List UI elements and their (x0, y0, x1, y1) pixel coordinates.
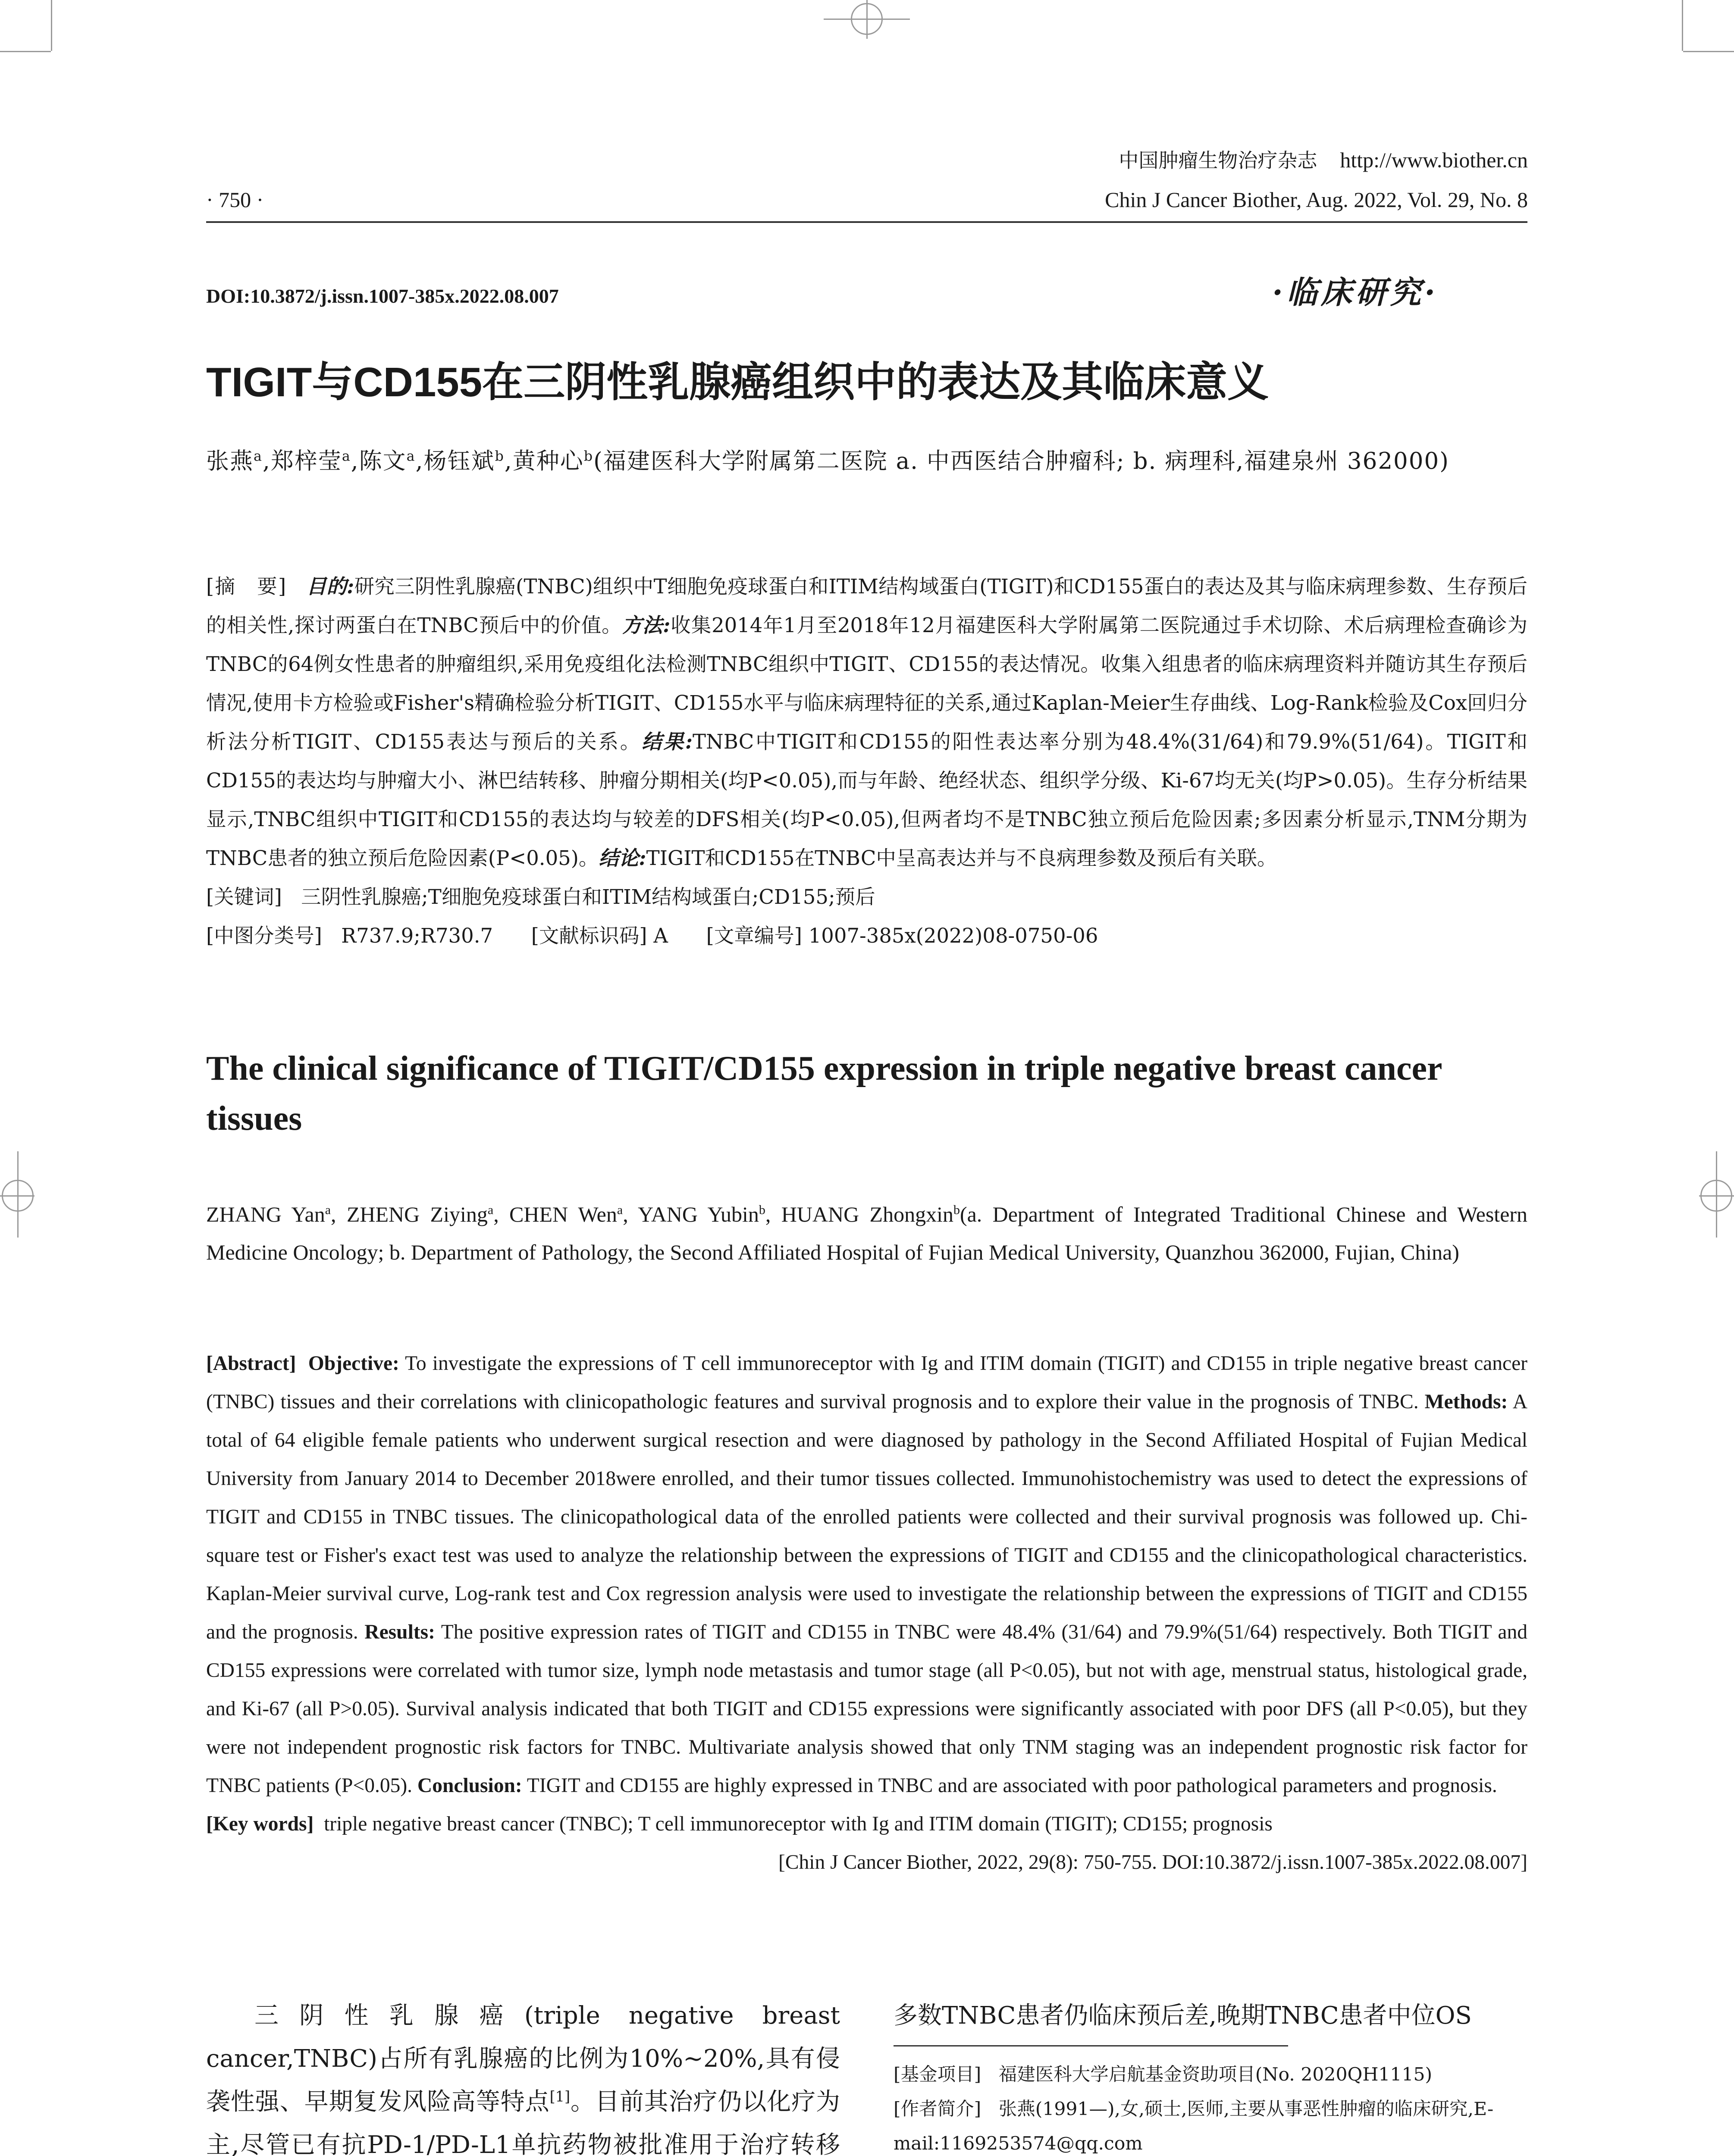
journal-title-en: Chin J Cancer Biother, Aug. 2022, Vol. 29, No. 8 (1105, 188, 1528, 212)
conclusion-cn: TIGIT和CD155在TNBC中呈高表达并与不良病理参数及预后有关联。 (646, 846, 1277, 870)
objective-en: To investigate the expressions of T cell immunoreceptor with Ig and ITIM domain (TIGIT) and CD155 in triple negative breast cancer (TNBC) tissues and their correlations with clinicopathologic features and survival prognosis and to explore their value in the prognosis of TNBC. (206, 1352, 1527, 1413)
title-en: The clinical significance of TIGIT/CD155 expression in triple negative breast cancer tissues (206, 1050, 1442, 1138)
keywords-cn: [关键词] 三阴性乳腺癌;T细胞免疫球蛋白和ITIM结构域蛋白;CD155;预后 (206, 885, 875, 909)
authors-en: ZHANG Yan$^a$, ZHENG Ziying$^a$, CHEN Wen$^a$, YANG Yubin$^b$, HUANG Zhongxin$^b$(a. Department of Integrated Traditional Chinese and Western Medicine Oncology; b. Department of Pathology, the Second Affiliated Hospital of Fujian Medical University, Quanzhou 362000, Fujian, China) (206, 1202, 1528, 1264)
affiliation-cn: (福建医科大学附属第二医院 a. 中西医结合肿瘤科; b. 病理科,福建泉州 362000) (593, 448, 1449, 474)
journal-header (1119, 146, 1528, 175)
author-cn: 陈文 (359, 448, 407, 474)
results-label-en: Results: (364, 1621, 435, 1643)
author-cn: 郑梓莹 (270, 448, 342, 474)
classification-cn: [中图分类号] R737.9;R730.7 [文献标识码] A [文章编号] 1007-385x(2022)08-0750-06 (206, 924, 1098, 947)
footnote-rule (894, 2045, 1288, 2046)
objective-label-cn: 目的: (306, 574, 354, 598)
column-label: ·临床研究· (1272, 274, 1439, 310)
citation-ref[interactable]: [1] (549, 2088, 571, 2105)
abstract-en (206, 1344, 1527, 1882)
abstract-en-label: [Abstract] (206, 1352, 296, 1375)
fund-note: [基金项目] 福建医科大学启航基金资助项目(No. 2020QH1115) (894, 2064, 1433, 2085)
methods-label-cn: 方法: (622, 613, 671, 637)
citation: [Chin J Cancer Biother, 2022, 29(8): 750-755. DOI:10.3872/j.issn.1007-385x.2022.08.007] (778, 1851, 1527, 1874)
authors-cn: 张燕$^a$,郑梓莹$^a$,陈文$^a$,杨钰斌$^b$,黄种心$^b$(福建医科大学附属第二医院 a. 中西医结合肿瘤科; b. 病理科,福建泉州 362000) (206, 448, 1449, 474)
methods-label-en: Methods: (1424, 1391, 1508, 1413)
methods-en: A total of 64 eligible female patients who underwent surgical resection and were diagnosed by pathology in the Second Affiliated Hospital of Fujian Medical University from January 2014 to December 2018were enrolled, and their tumor tissues collected. Immunohistochemistry was used to detect the expressions of TIGIT and CD155 in TNBC tissues. The clinicopathological data of the enrolled patients were collected and their survival prognosis was followed up. Chi-square test or Fisher's exact test was used to analyze the relationship between the expressions of TIGIT and CD155 and the clinicopathological characteristics. Kaplan-Meier survival curve, Log-rank test and Cox regression analysis were used to investigate the relationship between the expressions of TIGIT and CD155 and the prognosis. (206, 1391, 1528, 1643)
header-rule (206, 221, 1527, 223)
results-en: The positive expression rates of TIGIT and CD155 in TNBC were 48.4% (31/64) and 79.9%(51/64) respectively. Both TIGIT and CD155 expressions were correlated with tumor size, lymph node metastasis and tumor stage (all P<0.05), but not with age, menstrual status, histological grade, and Ki-67 (all P>0.05). Survival analysis indicated that both TIGIT and CD155 expressions were significantly associated with poor DFS (all P<0.05), but they were not independent prognostic risk factors for TNBC. Multivariate analysis showed that only TNM staging was an independent prognostic risk factor for TNBC patients (P<0.05). (206, 1621, 1527, 1797)
abstract-cn (206, 567, 1527, 955)
journal-title-cn: 中国肿瘤生物治疗杂志 (1119, 149, 1317, 172)
objective-cn: 研究三阴性乳腺癌(TNBC)组织中T细胞免疫球蛋白和ITIM结构域蛋白(TIGIT)和CD155蛋白的表达及其与临床病理参数、生存预后的相关性,探讨两蛋白在TNBC预后中的价值。 (206, 575, 1527, 637)
results-label-cn: 结果: (642, 730, 693, 753)
author-cn: 黄种心 (512, 448, 584, 474)
title-cn: TIGIT与CD155在三阴性乳腺癌组织中的表达及其临床意义 (206, 359, 1269, 405)
journal-url[interactable]: http://www.biother.cn (1340, 148, 1528, 172)
abstract-cn-label: [摘 要] (206, 575, 287, 598)
results-cn: TNBC中TIGIT和CD155的阳性表达率分别为48.4%(31/64)和79.9%(51/64)。TIGIT和CD155的表达均与肿瘤大小、淋巴结转移、肿瘤分期相关(均P<0.05),而与年龄、绝经状态、组织学分级、Ki-67均无关(均P>0.05)。生存分析结果显示,TNBC组织中TIGIT和CD155的表达均与较差的DFS相关(均P<0.05),但两者均不是TNBC独立预后危险因素;多因素分析显示,TNM分期为TNBC患者的独立预后危险因素(P<0.05)。 (206, 730, 1527, 870)
conclusion-label-en: Conclusion: (417, 1774, 522, 1797)
footnotes (894, 2058, 1527, 2156)
body-right-column: 多数TNBC患者仍临床预后差,晚期TNBC患者中位OS (894, 2002, 1472, 2030)
page-number: · 750 · (206, 188, 264, 212)
affiliation-en: (a. Department of Integrated Traditional Chinese and Western Medicine Oncology; b. Department of Pathology, the Second Affiliated Hospital of Fujian Medical University, Quanzhou 362000, Fujian, China) (206, 1202, 1528, 1264)
author-cn: 杨钰斌 (423, 448, 495, 474)
author-cn: 张燕 (206, 448, 254, 474)
objective-label-en: Objective: (308, 1352, 399, 1375)
doi[interactable]: DOI:10.3872/j.issn.1007-385x.2022.08.007 (206, 285, 559, 307)
body-left-column: 三阴性乳腺癌(triple negative breast cancer,TNBC)占所有乳腺癌的比例为10%~20%,具有侵袭性强、早期复发风险高等特点[1]。目前其治疗仍以化疗为主,尽管已有抗PD-1/PD-L1单抗药物被批准用于治疗转移 (206, 2002, 840, 2156)
conclusion-en: TIGIT and CD155 are highly expressed in TNBC and are associated with poor pathological parameters and prognosis. (527, 1774, 1497, 1797)
author-bio-note: [作者简介] 张燕(1991—),女,硕士,医师,主要从事恶性肿瘤的临床研究,E-mail:1169253574@qq.com (894, 2099, 1494, 2154)
conclusion-label-cn: 结论: (599, 846, 646, 870)
keywords-en: [Key words] triple negative breast cancer (TNBC); T cell immunoreceptor with Ig and ITIM domain (TIGIT); CD155; prognosis (206, 1813, 1273, 1835)
methods-cn: 收集2014年1月至2018年12月福建医科大学附属第二医院通过手术切除、术后病理检查确诊为TNBC的64例女性患者的肿瘤组织,采用免疫组化法检测TNBC组织中TIGIT、CD155的表达情况。收集入组患者的临床病理资料并随访其生存预后情况,使用卡方检验或Fisher's精确检验分析TIGIT、CD155水平与临床病理特征的关系,通过Kaplan-Meier生存曲线、Log-Rank检验及Cox回归分析法分析TIGIT、CD155表达与预后的关系。 (206, 614, 1527, 753)
